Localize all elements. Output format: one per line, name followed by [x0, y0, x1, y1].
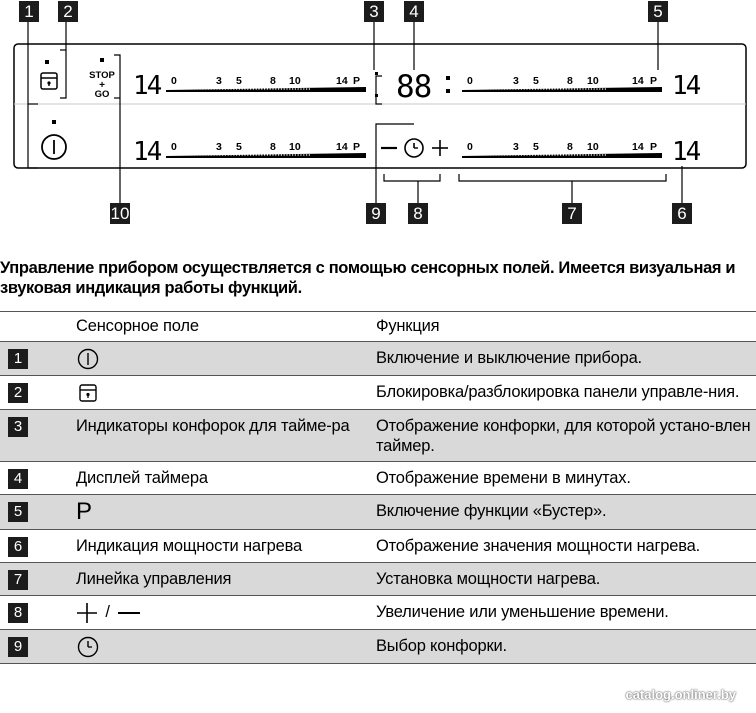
- boost-p-symbol: P: [76, 498, 92, 525]
- table-row: [0, 462, 756, 495]
- svg-text:P: P: [353, 141, 361, 153]
- svg-text:0: 0: [171, 75, 177, 87]
- function-table: [0, 311, 756, 664]
- row-field: Индикаторы конфорок для тайме-ра: [76, 410, 376, 462]
- row-field: Дисплей таймера: [76, 462, 376, 495]
- level-display-top-left: 14: [133, 71, 161, 101]
- callout-9: 9: [366, 203, 386, 224]
- table-row: [0, 495, 756, 530]
- svg-text:0: 0: [467, 141, 473, 153]
- header-function: Функция: [376, 312, 756, 342]
- row-function: Установка мощности нагрева.: [376, 563, 756, 596]
- go-label: GO: [94, 89, 110, 100]
- row-function: Отображение времени в минутах.: [376, 462, 756, 495]
- stop-label: STOP: [89, 70, 115, 81]
- row-number: 9: [8, 637, 28, 657]
- timer-clock-icon: [76, 636, 102, 658]
- svg-text:8: 8: [270, 75, 276, 87]
- svg-text:3: 3: [216, 141, 222, 153]
- svg-text:14: 14: [632, 141, 644, 153]
- table-row: [0, 563, 756, 596]
- svg-text:14: 14: [336, 75, 348, 87]
- watermark: catalog.onliner.by: [625, 687, 736, 702]
- timer-clock-icon: [405, 139, 423, 157]
- svg-text:10: 10: [289, 75, 301, 87]
- control-panel-diagram: [0, 0, 756, 230]
- slider-top-right: [462, 75, 662, 92]
- table-row: [0, 410, 756, 462]
- minus-icon: [117, 602, 141, 624]
- row-function: Включение и выключение прибора.: [376, 342, 756, 376]
- row-number: 4: [8, 469, 28, 489]
- table-row: [0, 630, 756, 664]
- plus-icon: [76, 602, 98, 624]
- slider-bottom-right: [462, 141, 662, 158]
- svg-text:8: 8: [567, 141, 573, 153]
- row-number: 2: [8, 383, 28, 403]
- svg-text:10: 10: [587, 75, 599, 87]
- svg-text:8: 8: [270, 141, 276, 153]
- row-function: Включение функции «Бустер».: [376, 495, 756, 530]
- row-field: Индикация мощности нагрева: [76, 530, 376, 563]
- svg-text:P: P: [650, 75, 658, 87]
- svg-text:0: 0: [171, 141, 177, 153]
- power-icon: [42, 135, 66, 159]
- svg-text:14: 14: [632, 75, 644, 87]
- callout-3: 3: [364, 1, 384, 22]
- callout-7: 7: [562, 203, 582, 224]
- row-function: Увеличение или уменьшение времени.: [376, 596, 756, 630]
- callout-2: 2: [58, 1, 78, 22]
- callout-1: 1: [19, 1, 39, 22]
- table-row: [0, 530, 756, 563]
- table-header: [0, 312, 756, 342]
- slider-bottom-left: [166, 141, 366, 158]
- slider-top-left: [166, 75, 366, 92]
- row-number: 3: [8, 417, 28, 437]
- lock-icon: [76, 382, 102, 404]
- level-display-top-right: 14: [672, 71, 700, 101]
- plus-minus-separator: /: [105, 603, 110, 621]
- svg-text:P: P: [650, 141, 658, 153]
- svg-text:5: 5: [236, 141, 242, 153]
- row-function: Блокировка/разблокировка панели управле-ния.: [376, 376, 756, 410]
- row-function: Отображение значения мощности нагрева.: [376, 530, 756, 563]
- svg-text:0: 0: [467, 75, 473, 87]
- row-number: 1: [8, 349, 28, 369]
- svg-text:3: 3: [513, 75, 519, 87]
- level-display-bottom-right: 14: [672, 137, 700, 167]
- row-number: 7: [8, 570, 28, 590]
- svg-text:P: P: [353, 75, 361, 87]
- callout-4: 4: [404, 1, 424, 22]
- plus-label: +: [99, 80, 105, 91]
- row-number: 8: [8, 603, 28, 623]
- svg-text:8: 8: [567, 75, 573, 87]
- row-function: Отображение конфорки, для которой устано-влен таймер.: [376, 410, 756, 462]
- row-number: 5: [8, 502, 28, 522]
- svg-text:5: 5: [533, 75, 539, 87]
- row-field: Линейка управления: [76, 563, 376, 596]
- intro-text: Управление прибором осуществляется с помощью сенсорных полей. Имеется визуальная и звуковая индикация работы функций.: [0, 259, 736, 297]
- control-panel-drawing: [0, 0, 756, 230]
- power-icon: [76, 348, 102, 370]
- svg-text:5: 5: [236, 75, 242, 87]
- callout-6: 6: [672, 203, 692, 224]
- svg-text:10: 10: [587, 141, 599, 153]
- row-function: Выбор конфорки.: [376, 630, 756, 664]
- svg-text:10: 10: [289, 141, 301, 153]
- level-display-bottom-left: 14: [133, 137, 161, 167]
- table-row: [0, 596, 756, 630]
- callout-10: 10: [110, 204, 130, 223]
- svg-text:5: 5: [533, 141, 539, 153]
- row-number: 6: [8, 537, 28, 557]
- lock-icon: [41, 73, 57, 89]
- header-field: Сенсорное поле: [76, 312, 376, 342]
- callout-5: 5: [648, 1, 668, 22]
- table-row: [0, 376, 756, 410]
- timer-display: 88: [396, 69, 432, 105]
- svg-text:3: 3: [216, 75, 222, 87]
- svg-text:14: 14: [336, 141, 348, 153]
- table-row: [0, 342, 756, 376]
- callout-8: 8: [408, 203, 428, 224]
- svg-text:3: 3: [513, 141, 519, 153]
